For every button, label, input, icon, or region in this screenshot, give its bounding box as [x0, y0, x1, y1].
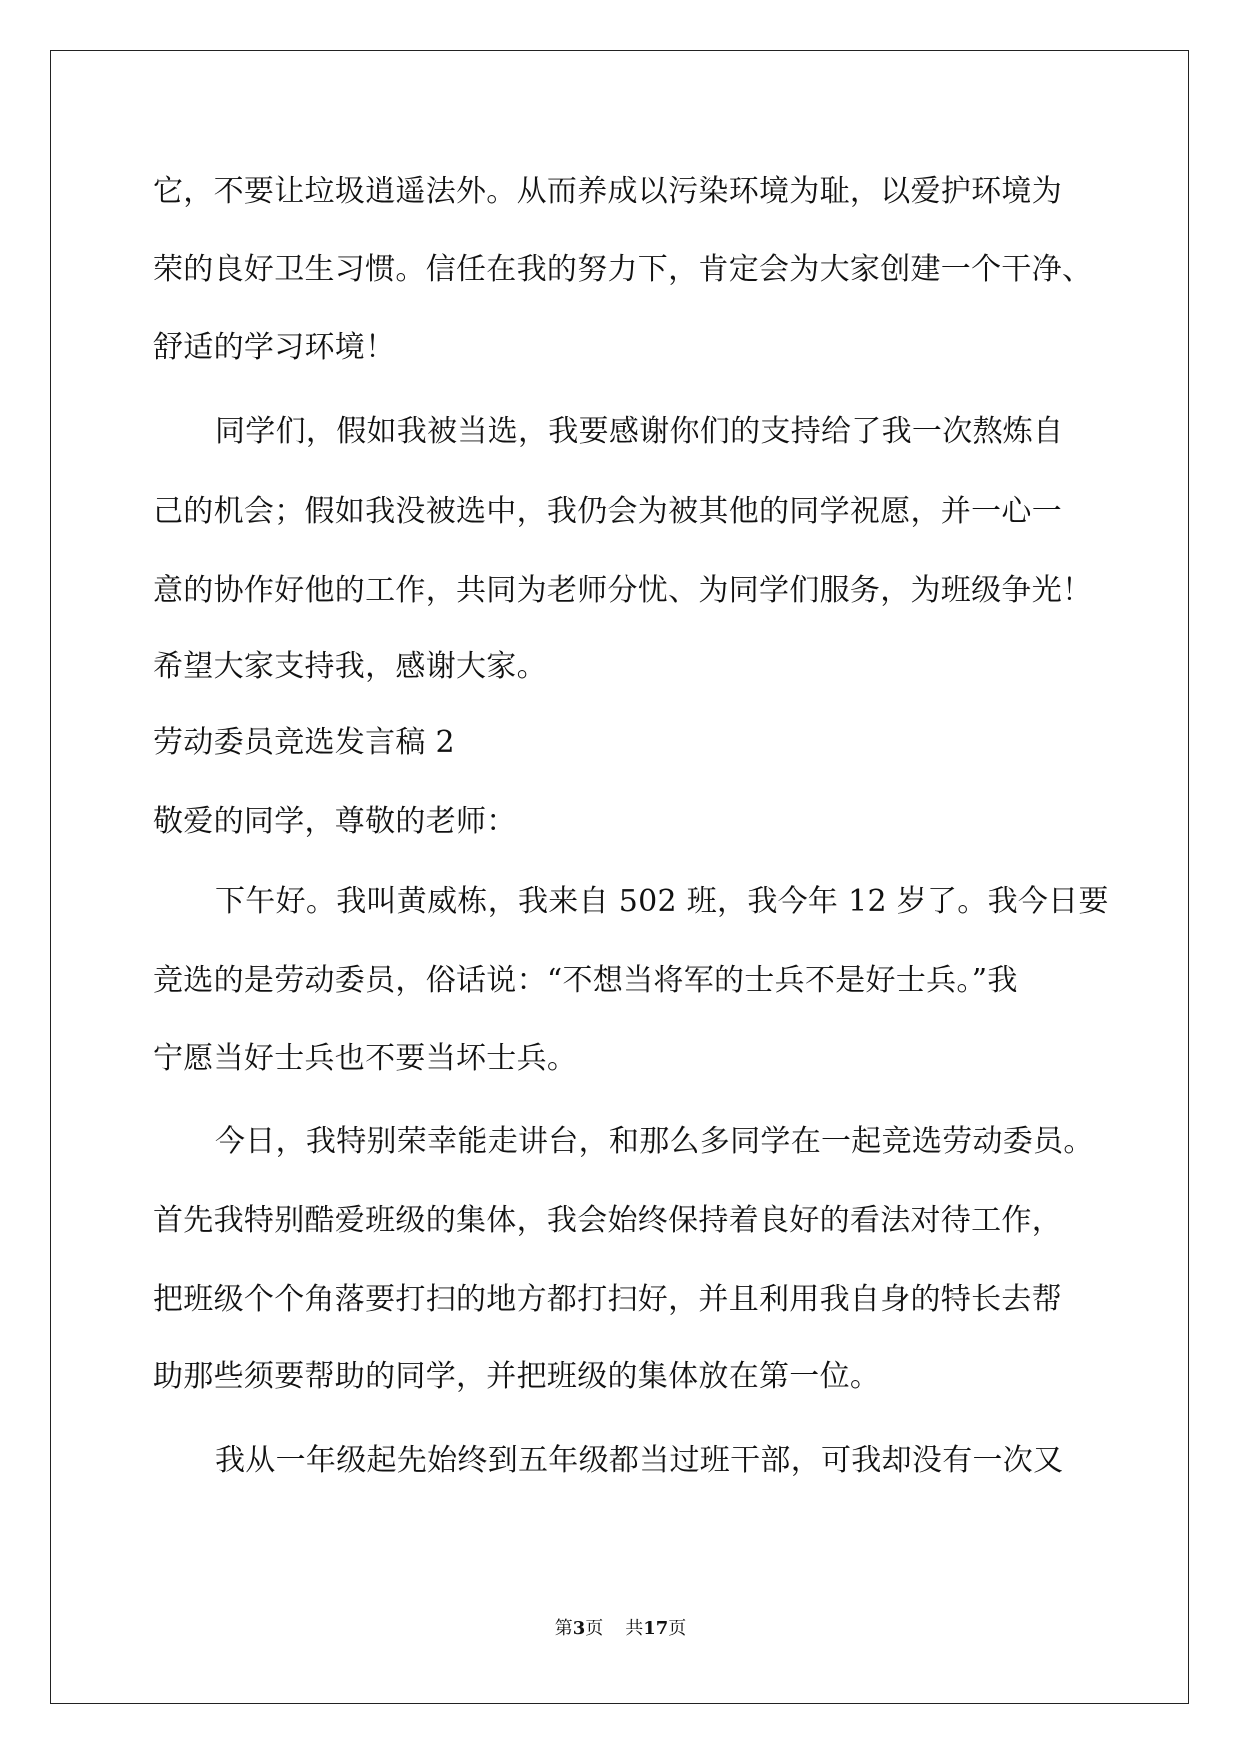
current-page-number: 3: [572, 1618, 586, 1639]
text-line: 把班级个个角落要打扫的地方都打扫好，并且利用我自身的特长去帮: [153, 1282, 1062, 1317]
paragraph-start-line: 我从一年级起先始终到五年级都当过班干部，可我却没有一次又: [215, 1443, 1064, 1478]
page-footer: [0, 1617, 1241, 1641]
paragraph-start-line: 同学们，假如我被当选，我要感谢你们的支持给了我一次熬炼自: [215, 414, 1064, 449]
text-line: 荣的良好卫生习惯。信任在我的努力下，肯定会为大家创建一个干净、: [153, 252, 1093, 287]
text-line: 己的机会；假如我没被选中，我仍会为被其他的同学祝愿，并一心一: [153, 494, 1062, 529]
paragraph-start-line: 今日，我特别荣幸能走讲台，和那么多同学在一起竞选劳动委员。: [215, 1124, 1094, 1159]
text-line: 希望大家支持我，感谢大家。: [153, 649, 547, 684]
page-prefix: 第: [554, 1618, 573, 1639]
section-heading: 劳动委员竞选发言稿 2: [153, 725, 455, 760]
paragraph-start-line: 下午好。我叫黄威栋，我来自 502 班，我今年 12 岁了。我今日要: [215, 884, 1109, 919]
total-suffix: 页: [668, 1618, 687, 1639]
text-line: 首先我特别酷爱班级的集体，我会始终保持着良好的看法对待工作，: [153, 1203, 1062, 1238]
total-prefix: 共: [625, 1618, 644, 1639]
total-page-count: 17: [643, 1618, 669, 1639]
text-line: 竞选的是劳动委员，俗话说：“不想当将军的士兵不是好士兵。”我: [153, 963, 1018, 998]
text-line: 它，不要让垃圾逍遥法外。从而养成以污染环境为耻，以爱护环境为: [153, 174, 1062, 209]
text-line: 意的协作好他的工作，共同为老师分忧、为同学们服务，为班级争光！: [153, 573, 1093, 608]
text-line: 助那些须要帮助的同学，并把班级的集体放在第一位。: [153, 1359, 881, 1394]
text-line: 宁愿当好士兵也不要当坏士兵。: [153, 1041, 578, 1076]
page-suffix: 页: [585, 1618, 604, 1639]
text-line: 舒适的学习环境！: [153, 330, 396, 365]
salutation: 敬爱的同学，尊敬的老师：: [153, 804, 517, 839]
